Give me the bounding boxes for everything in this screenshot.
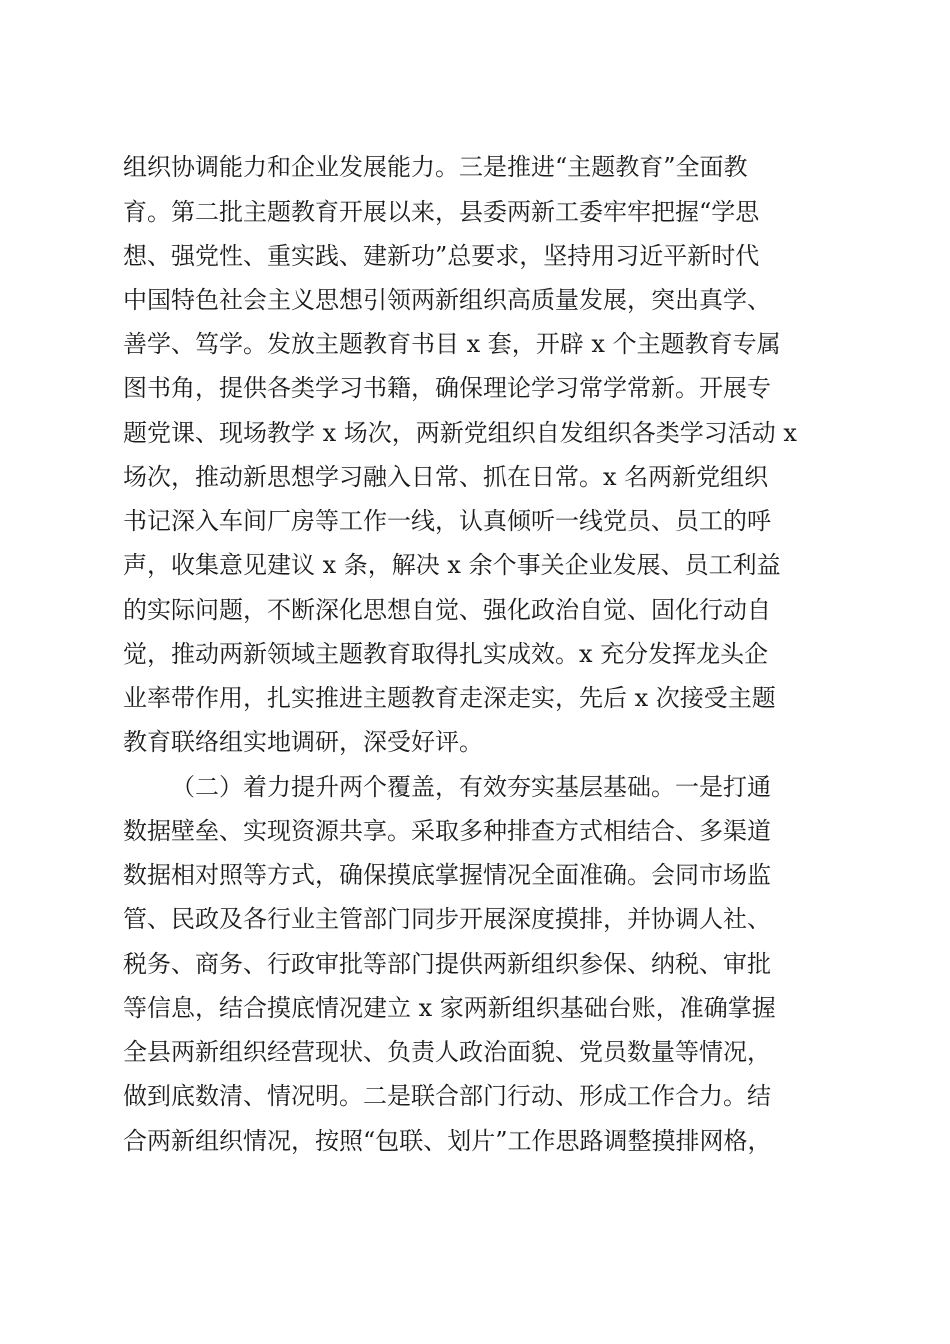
paragraph-line: 做到底数清、情况明。二是联合部门行动、形成工作合力。结 bbox=[123, 1082, 771, 1110]
paragraph-line: 图书角，提供各类学习书籍，确保理论学习常学常新。开展专 bbox=[123, 374, 771, 402]
paragraph-line: 业率带作用，扎实推进主题教育走深走实，先后 x 次接受主题 bbox=[123, 684, 776, 712]
section-heading-line: （二）着力提升两个覆盖，有效夯实基层基础。一是打通 bbox=[171, 773, 771, 801]
paragraph-line: 善学、笃学。发放主题教育书目 x 套，开辟 x 个主题教育专属 bbox=[123, 330, 781, 358]
paragraph-line: 数据相对照等方式，确保摸底掌握情况全面准确。会同市场监 bbox=[123, 861, 771, 889]
paragraph-line: 场次，推动新思想学习融入日常、抓在日常。x 名两新党组织 bbox=[123, 463, 769, 491]
paragraph-line: 想、强党性、重实践、建新功”总要求，坚持用习近平新时代 bbox=[123, 242, 760, 270]
paragraph-line: 全县两新组织经营现状、负责人政治面貌、党员数量等情况， bbox=[123, 1038, 771, 1066]
paragraph-line: 声，收集意见建议 x 条，解决 x 余个事关企业发展、员工利益 bbox=[123, 551, 781, 579]
paragraph-line: 合两新组织情况，按照“包联、划片”工作思路调整摸排网格， bbox=[123, 1127, 772, 1155]
paragraph-line: 觉，推动两新领域主题教育取得扎实成效。x 充分发挥龙头企 bbox=[123, 640, 769, 668]
paragraph-line: 的实际问题，不断深化思想自觉、强化政治自觉、固化行动自 bbox=[123, 596, 771, 624]
paragraph-line: 育。第二批主题教育开展以来，县委两新工委牢牢把握“学思 bbox=[123, 198, 760, 226]
paragraph-line: 数据壁垒、实现资源共享。采取多种排查方式相结合、多渠道 bbox=[123, 817, 771, 845]
paragraph-line: 组织协调能力和企业发展能力。三是推进“主题教育”全面教 bbox=[123, 153, 748, 181]
paragraph-line: 税务、商务、行政审批等部门提供两新组织参保、纳税、审批 bbox=[123, 950, 771, 978]
paragraph-line: 题党课、现场教学 x 场次，两新党组织自发组织各类学习活动 x bbox=[123, 419, 797, 447]
paragraph-line: 管、民政及各行业主管部门同步开展深度摸排，并协调人社、 bbox=[123, 905, 771, 933]
paragraph-line: 等信息，结合摸底情况建立 x 家两新组织基础台账，准确掌握 bbox=[123, 994, 776, 1022]
paragraph-line: 书记深入车间厂房等工作一线，认真倾听一线党员、员工的呼 bbox=[123, 507, 771, 535]
paragraph-line: 中国特色社会主义思想引领两新组织高质量发展，突出真学、 bbox=[123, 286, 771, 314]
paragraph-line: 教育联络组实地调研，深受好评。 bbox=[123, 728, 483, 756]
